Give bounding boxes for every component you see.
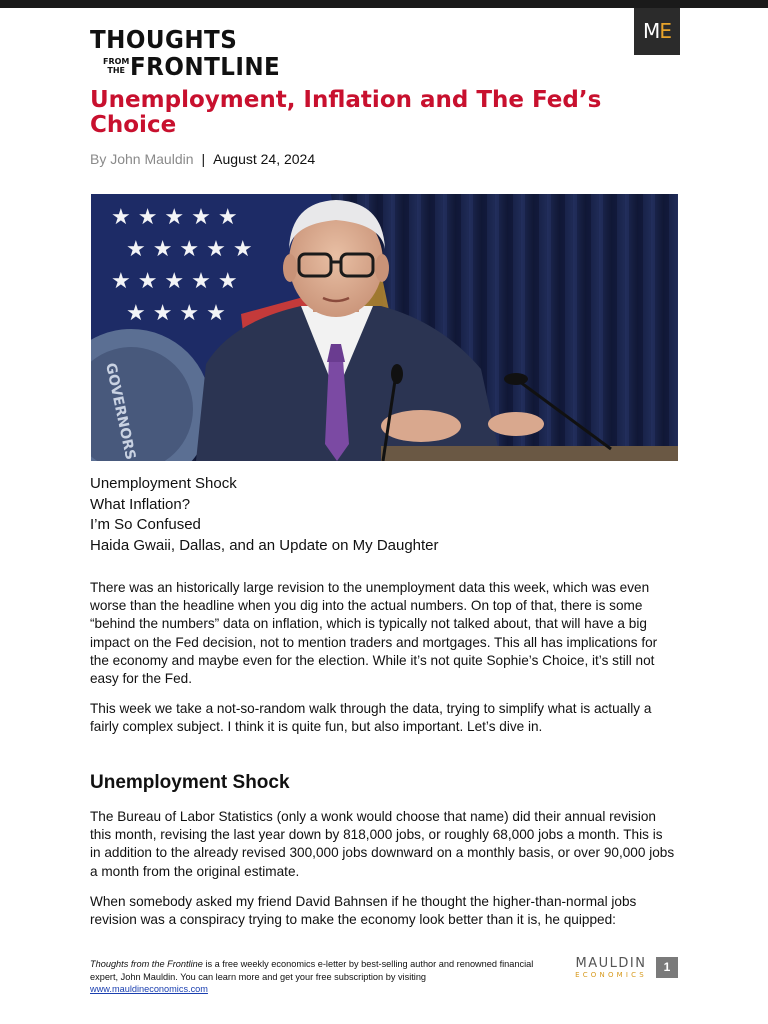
svg-text:★ ★ ★ ★ ★: ★ ★ ★ ★ ★ <box>111 205 238 230</box>
publish-date: August 24, 2024 <box>213 151 316 167</box>
byline-author: By John Mauldin <box>90 151 194 167</box>
svg-text:★ ★ ★ ★: ★ ★ ★ ★ <box>126 301 226 326</box>
logo-word-thoughts: THOUGHTS <box>90 25 238 54</box>
footer-text: is a free weekly economics e-letter by best-selling author and renowned financial expert, John Mauldin. You can learn more and get your free subscription by visiting <box>90 959 534 982</box>
intro-paragraph: This week we take a not-so-random walk through the data, trying to simplify what is actually a fairly complex subject. I think it is quite fun, but also important. Let’s dive in. <box>90 701 652 735</box>
byline <box>90 150 315 168</box>
toc-item: Unemployment Shock <box>90 475 237 492</box>
logo-small-text <box>103 57 129 75</box>
badge-letter-e: E <box>659 19 671 43</box>
top-bar <box>0 0 768 8</box>
page-number: 1 <box>656 957 678 978</box>
article-photo <box>91 194 678 461</box>
badge-letter-m: M <box>643 19 660 43</box>
logo-small-the: THE <box>107 66 125 75</box>
toc-item: Haida Gwaii, Dallas, and an Update on My Daughter <box>90 537 439 555</box>
section-heading: Unemployment Shock <box>90 772 290 793</box>
mauldin-economics-logo <box>566 957 656 981</box>
footer-link[interactable]: www.mauldineconomics.com <box>90 984 208 994</box>
brand-word-mauldin: MAULDIN <box>575 956 647 971</box>
toc-item: I’m So Confused <box>90 516 201 534</box>
brand-word-economics: ECONOMICS <box>575 971 647 979</box>
publication-logo <box>90 26 290 82</box>
article-title: Unemployment, Inflation and The Fed’s Choice <box>90 87 602 138</box>
section-paragraph: The Bureau of Labor Statistics (only a wonk would choose that name) did their annual revision this month, revising the last year down by 818,000 jobs, or roughly 68,000 jobs a month. This is in addition to the already revised 300,000 jobs downward on a monthly basis, or over 90,000 jobs a month from the original estimate. <box>90 809 675 879</box>
logo-small-from: FROM <box>103 57 130 66</box>
toc-item: What Inflation? <box>90 495 191 513</box>
article-contents-list <box>90 474 439 557</box>
intro-paragraph: There was an historically large revision to the unemployment data this week, which was even worse than the headline when you dig into the actual numbers. On top of that, there is some “behind the numbers” data on inflation, which is typically not talked about, that will have a big impact on the Fed decision, not to mention traders and mortgages. This all has implications for the economy and maybe even for the election. While it’s not quite Sophie’s Choice, it’s still not easy for the Fed. <box>90 580 658 687</box>
section-paragraph: When somebody asked my friend David Bahnsen if he thought the higher-than-normal jobs revision was a conspiracy trying to make the economy look better than it is, he quipped: <box>90 894 637 928</box>
footer-publication-name: Thoughts from the Frontline <box>90 959 203 969</box>
logo-word-frontline: FRONTLINE <box>130 52 281 81</box>
svg-text:★ ★ ★ ★ ★: ★ ★ ★ ★ ★ <box>126 237 253 262</box>
seal-text: GOVERNORS <box>102 361 139 461</box>
footer-note <box>90 958 540 996</box>
me-badge-logo <box>634 8 680 55</box>
byline-separator: | <box>201 151 206 167</box>
svg-text:★ ★ ★ ★ ★: ★ ★ ★ ★ ★ <box>111 269 238 294</box>
